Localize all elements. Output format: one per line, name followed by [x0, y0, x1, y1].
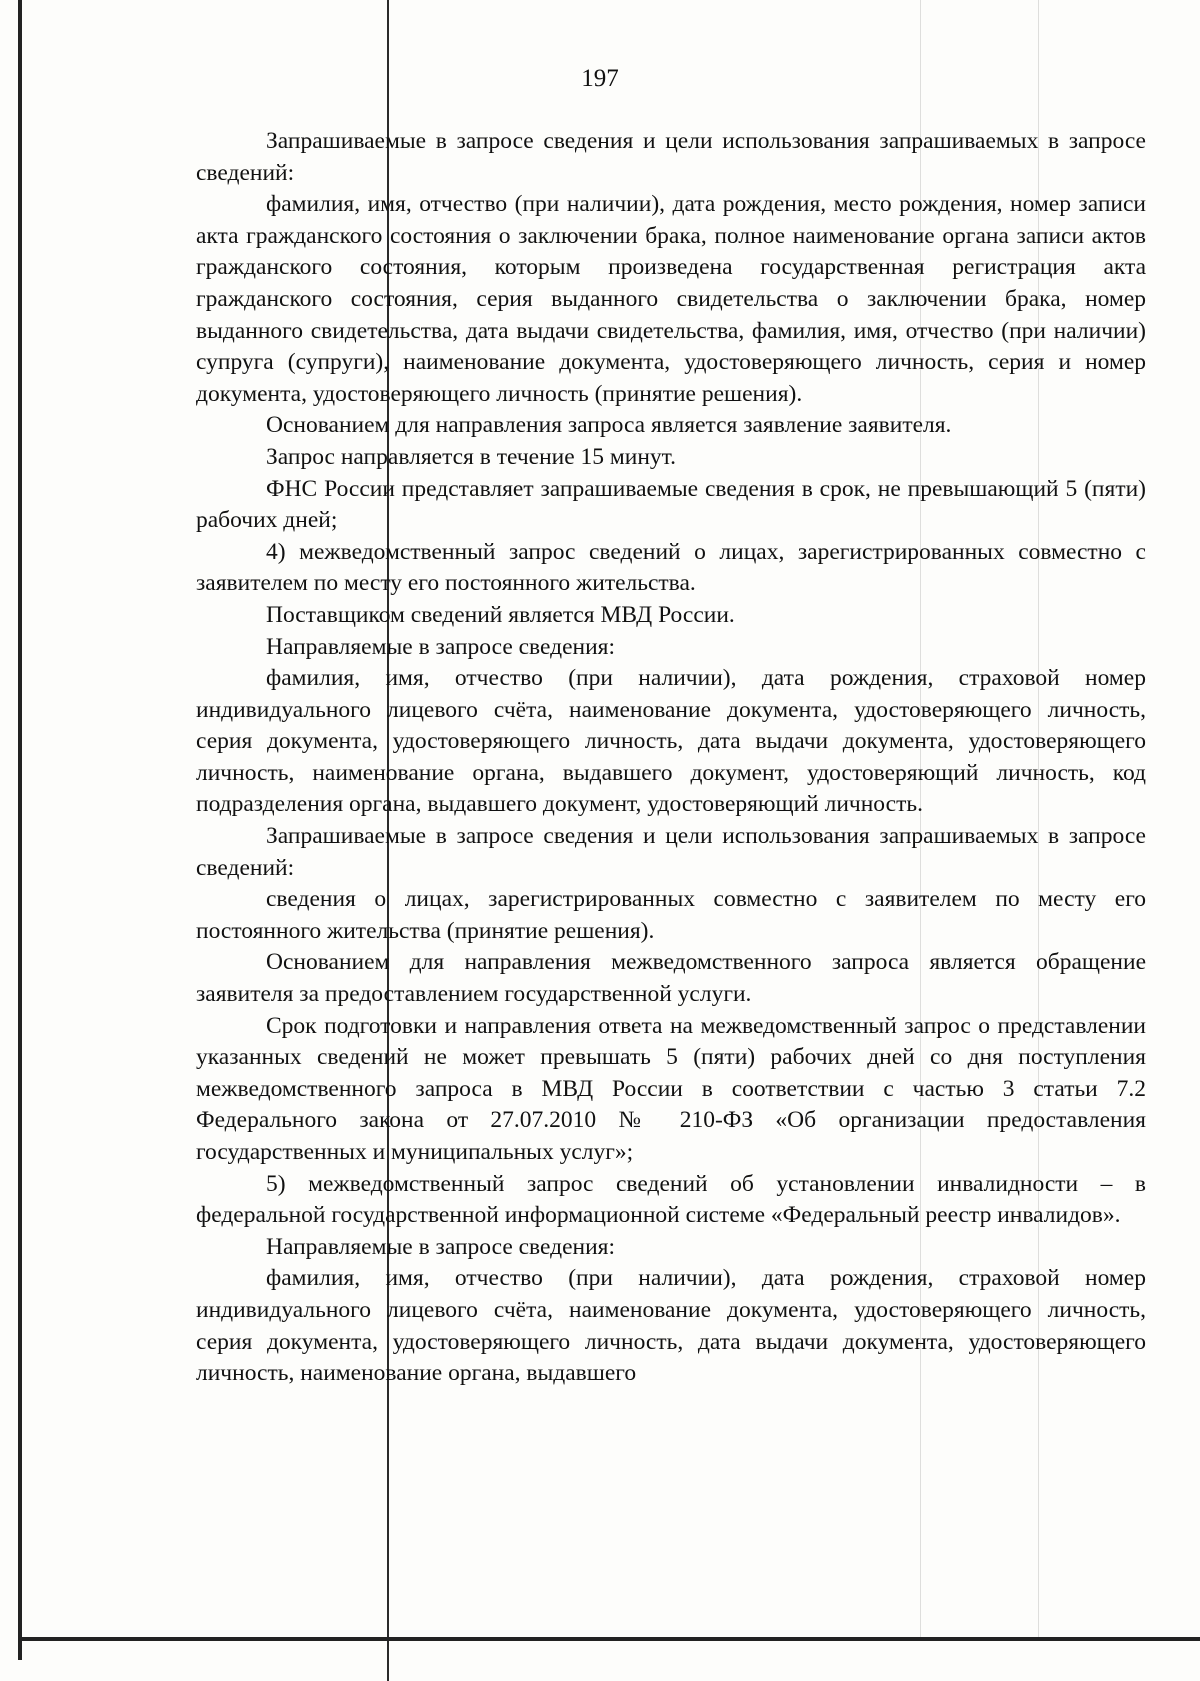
paragraph: ФНС России представляет запрашиваемые сведения в срок, не превышающий 5 (пяти) рабочих дней;	[196, 475, 1146, 534]
paragraph: Запрашиваемые в запросе сведения и цели использования запрашиваемых в запросе сведений:	[196, 823, 1146, 881]
paragraph: сведения о лицах, зарегистрированных совместно с заявителем по месту его постоянного жительства (принятие решения).	[196, 886, 1146, 944]
paragraph: Основанием для направления запроса является заявление заявителя.	[266, 412, 952, 439]
document-body	[196, 126, 1146, 1390]
paragraph: фамилия, имя, отчество (при наличии), дата рождения, место рождения, номер записи акта гражданского состояния о заключении брака, полное наименование органа записи актов гражданского состояния, которым произведена государственная регистрация акта гражданского состояния, серия выданного свидетельства о заключении брака, номер выданного свидетельства, дата выдачи свидетельства, фамилия, имя, отчество (при наличии) супруга (супруги), наименование документа, удостоверяющего личность, серия и номер документа, удостоверяющего личность (принятие решения).	[196, 191, 1146, 407]
paragraph: Поставщиком сведений является МВД России.	[266, 601, 735, 628]
scan-bottom-edge	[18, 1637, 1200, 1641]
paragraph: Срок подготовки и направления ответа на межведомственный запрос о представлении указанных сведений не может превышать 5 (пяти) рабочих дней со дня поступления межведомственного запроса в МВД России в соответствии с частью 3 статьи 7.2 Федерального закона от 27.07.2010 № 210-ФЗ «Об организации предоставления государственных и муниципальных услуг»;	[196, 1012, 1146, 1165]
paragraph: Запрос направляется в течение 15 минут.	[266, 443, 677, 470]
paragraph: 5) межведомственный запрос сведений об установлении инвалидности – в федеральной государственной информационной системе «Федеральный реестр инвалидов».	[196, 1170, 1146, 1229]
paragraph: фамилия, имя, отчество (при наличии), дата рождения, страховой номер индивидуального лицевого счёта, наименование документа, удостоверяющего личность, серия документа, удостоверяющего личность, дата выдачи документа, удостоверяющего личность, наименование органа, выдавшего	[196, 1265, 1146, 1387]
paragraph: Запрашиваемые в запросе сведения и цели использования запрашиваемых в запросе сведений:	[196, 128, 1146, 186]
paragraph: Направляемые в запросе сведения:	[266, 633, 616, 660]
scan-left-edge	[18, 0, 22, 1660]
page-number: 197	[581, 65, 619, 92]
paragraph: фамилия, имя, отчество (при наличии), дата рождения, страховой номер индивидуального лицевого счёта, наименование документа, удостоверяющего личность, серия документа, удостоверяющего личность, дата выдачи документа, удостоверяющего личность, наименование органа, выдавшего документ, удостоверяющий личность, код подразделения органа, выдавшего документ, удостоверяющий личность.	[196, 665, 1146, 818]
paragraph: Направляемые в запросе сведения:	[266, 1233, 616, 1260]
paragraph: Основанием для направления межведомственного запроса является обращение заявителя за предоставлением государственной услуги.	[196, 949, 1146, 1008]
paragraph: 4) межведомственный запрос сведений о лицах, зарегистрированных совместно с заявителем по месту его постоянного жительства.	[196, 538, 1146, 597]
